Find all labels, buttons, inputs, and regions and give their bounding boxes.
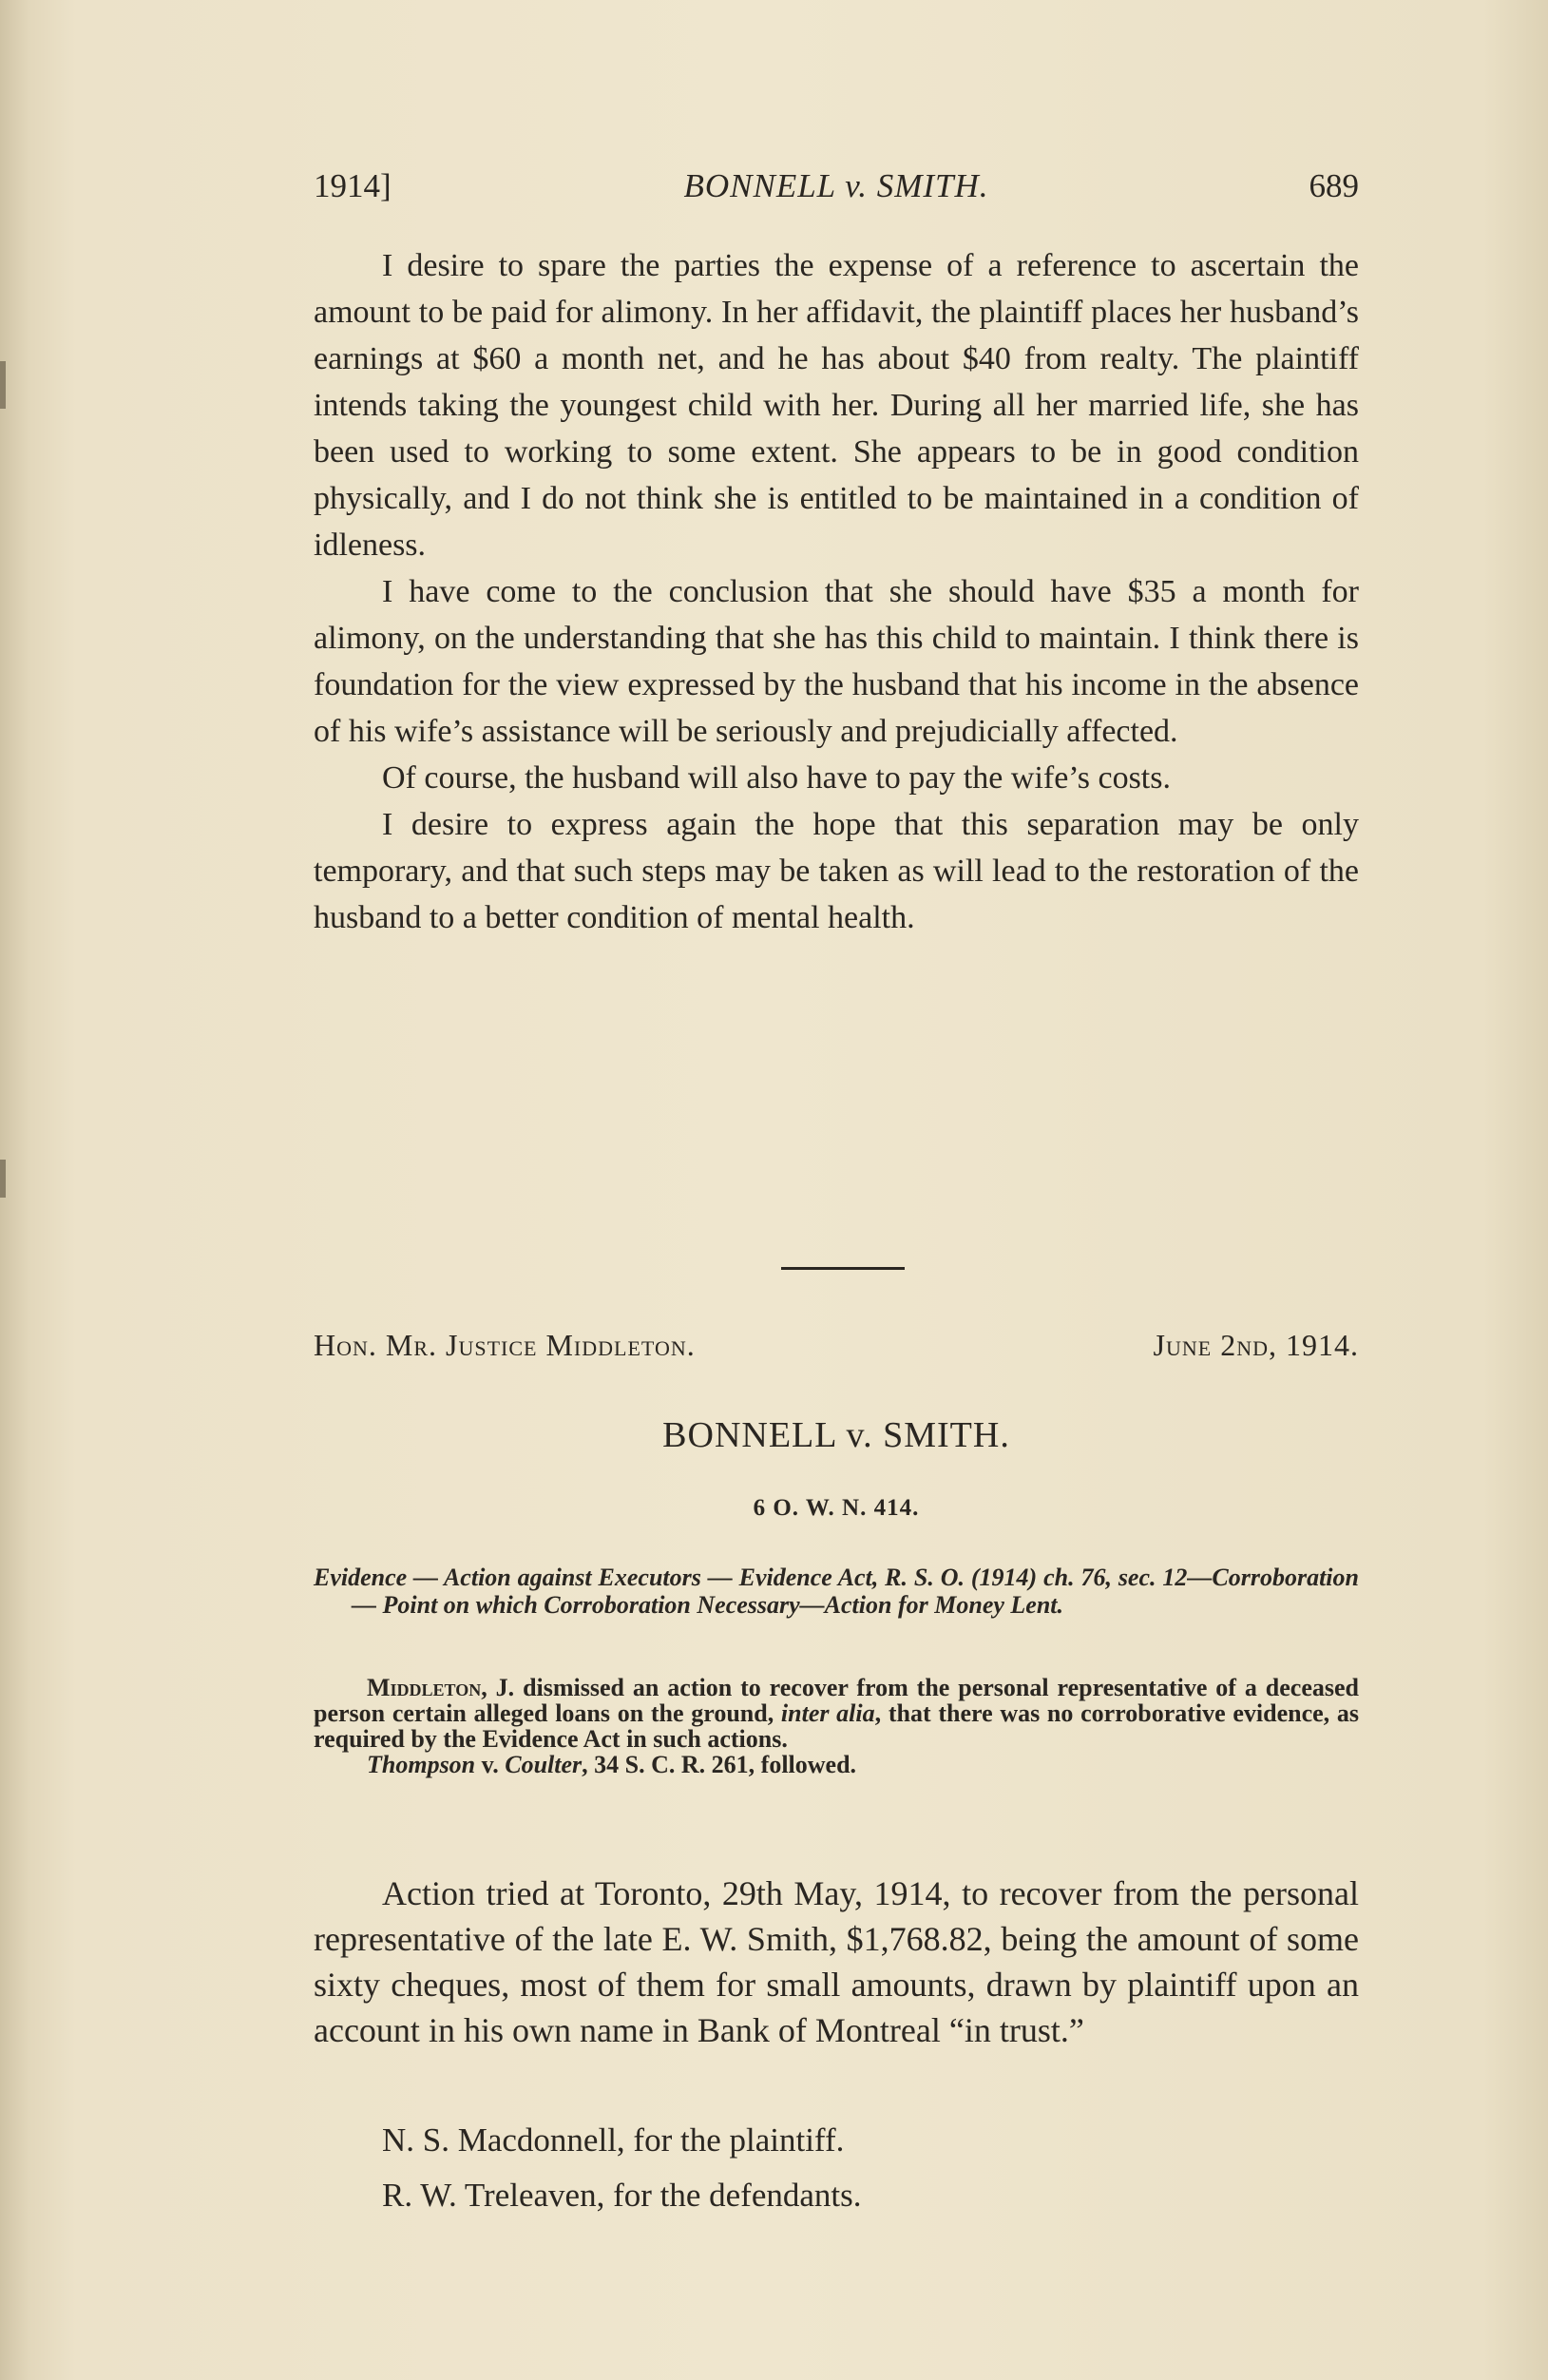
summary-latin: inter alia bbox=[780, 1699, 875, 1727]
action-paragraph: Action tried at Toronto, 29th May, 1914, to recover from the personal representative of the late E. W. Smith, $1,768.82, being the amount of some sixty cheques, most of them for small amounts, drawn by plaintiff upon an account in his own name in Bank of Montreal “in trust.” bbox=[314, 1874, 1359, 2049]
running-head-year: 1914] bbox=[314, 167, 392, 204]
binding-shadow bbox=[0, 1160, 6, 1198]
summary-paragraph bbox=[314, 1675, 1359, 1752]
running-head-title: BONNELL v. SMITH. bbox=[683, 167, 989, 204]
binding-shadow bbox=[0, 361, 6, 409]
case-summary bbox=[314, 1675, 1359, 1777]
judgment-date: June 2nd, 1914. bbox=[1153, 1328, 1359, 1362]
case-title: BONNELL v. SMITH. bbox=[662, 1415, 1010, 1455]
paragraph: I desire to express again the hope that this separation may be only temporary, and that such steps may be taken as will lead to the restoration of the husband to a better condition of mental health. bbox=[314, 807, 1359, 935]
followed-case-name-2: Coulter bbox=[505, 1751, 583, 1778]
headnote: Evidence — Action against Executors — Evidence Act, R. S. O. (1914) ch. 76, sec. 12—Corroboration — Point on which Corroboration Necessary—Action for Money Lent. bbox=[314, 1564, 1359, 1619]
case-citation: 6 O. W. N. 414. bbox=[753, 1495, 920, 1521]
counsel-defendants: R. W. Treleaven, for the defendants. bbox=[382, 2177, 862, 2214]
summary-text: , J. dismissed an action to recover from the personal representative of a deceased person certain alleged loans on the ground, bbox=[314, 1674, 1359, 1727]
counsel-plaintiff: N. S. Macdonnell, for the plaintiff. bbox=[382, 2121, 845, 2159]
followed-case-name: Thompson bbox=[367, 1751, 476, 1778]
paragraph: Of course, the husband will also have to pay the wife’s costs. bbox=[382, 760, 1171, 796]
running-head bbox=[314, 167, 1359, 215]
judge-line bbox=[314, 1328, 1359, 1371]
followed-case-v: v. bbox=[475, 1751, 506, 1778]
paragraph: I desire to spare the parties the expense of a reference to ascertain the amount to be paid for alimony. In her affidavit, the plaintiff places her husband’s earnings at $60 a month net, and he has about $40 from realty. The plaintiff intends taking the youngest child with her. During all her married life, she has been used to working to some extent. She appears to be in good condition physically, and I do not think she is entitled to be maintained in a condition of idleness. bbox=[314, 248, 1359, 563]
followed-case-cite: , 34 S. C. R. 261, followed. bbox=[582, 1751, 857, 1778]
summary-rest: , that there was no corroborative evidence, as required by the Evidence Act in such actions. bbox=[314, 1699, 1359, 1753]
section-divider bbox=[781, 1267, 905, 1270]
judge-name: Hon. Mr. Justice Middleton. bbox=[314, 1328, 696, 1362]
followed-case bbox=[314, 1752, 1359, 1777]
summary-judge: Middleton bbox=[367, 1674, 482, 1701]
action-statement bbox=[314, 1871, 1359, 2053]
judgment-text bbox=[314, 242, 1359, 941]
paragraph: I have come to the conclusion that she should have $35 a month for alimony, on the understanding that she has this child to maintain. I think there is foundation for the view expressed by the husband that his income in the absence of his wife’s assistance will be seriously and prejudicially affected. bbox=[314, 574, 1359, 749]
page-number: 689 bbox=[1309, 167, 1359, 204]
